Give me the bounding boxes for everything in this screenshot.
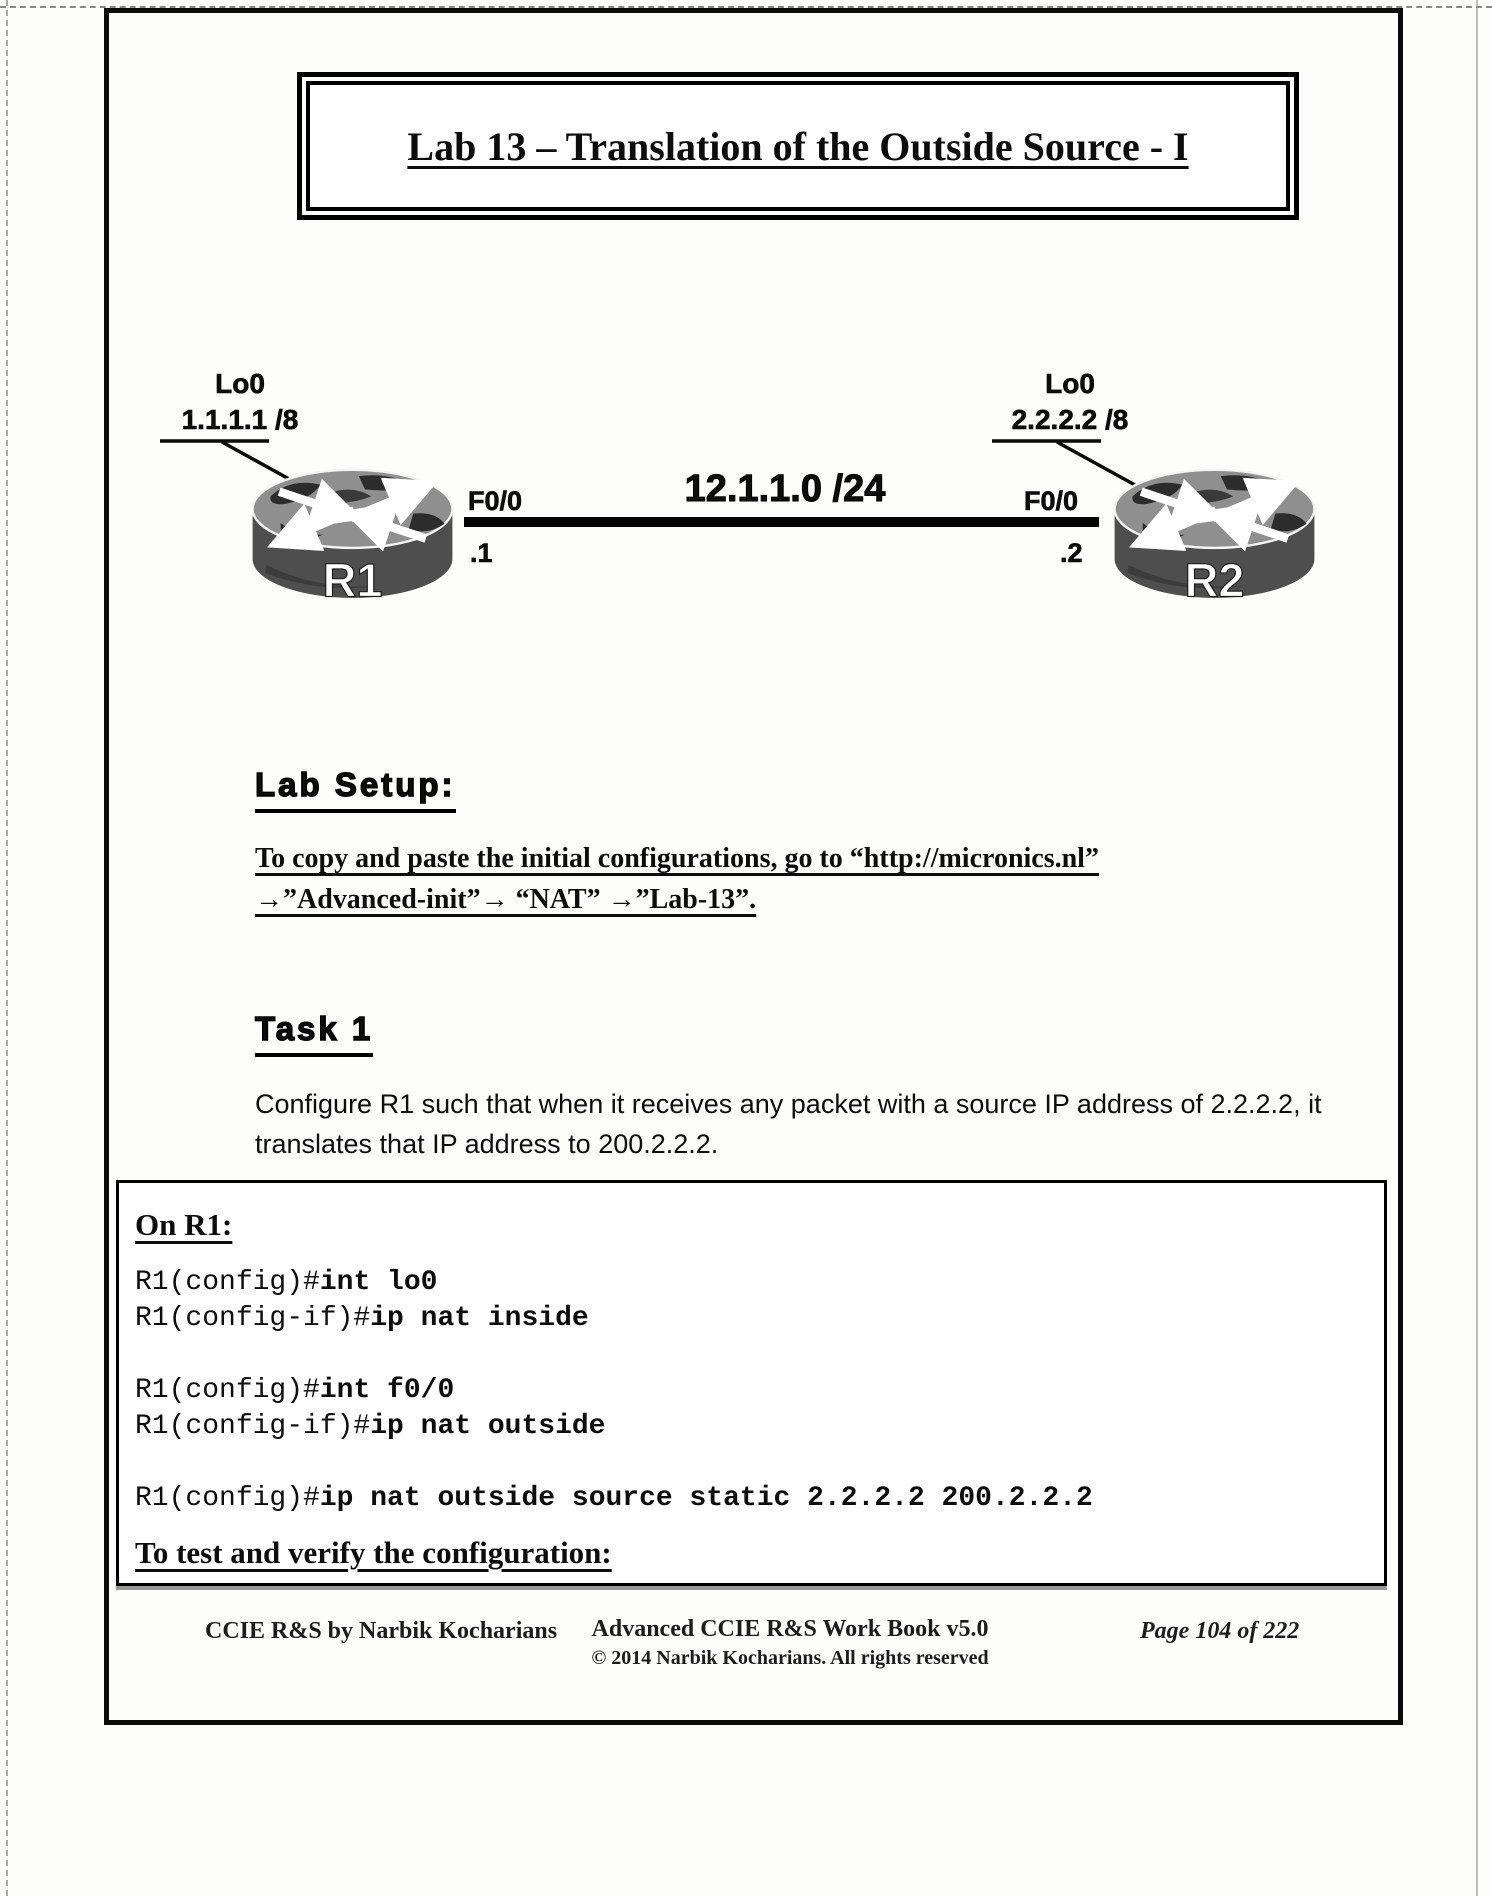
config-command-line: R1(config-if)#ip nat inside (135, 1303, 589, 1334)
network-diagram (104, 330, 1404, 640)
config-command-lines (135, 1265, 1366, 1517)
r1-interface-host: .1 (470, 538, 493, 568)
r1-loopback-name: Lo0 (215, 368, 265, 399)
config-command-line: R1(config)#ip nat outside source static 2.2.2.2 200.2.2.2 (135, 1483, 1093, 1514)
footer-book-title: Advanced CCIE R&S Work Book v5.0 (591, 1616, 989, 1642)
r1-interface-label: F0/0 (468, 486, 523, 516)
config-command-line: R1(config)#int lo0 (135, 1267, 438, 1298)
router-r2-icon (1097, 448, 1332, 608)
r1-loopback-label-group (152, 366, 328, 438)
lab-setup-heading: Lab Setup: (255, 766, 456, 813)
lab-setup-line2: →”Advanced-init”→ “NAT” →”Lab-13”. (255, 884, 757, 915)
scan-artifact-right-line (1476, 0, 1478, 1896)
footer-author: CCIE R&S by Narbik Kocharians (205, 1618, 558, 1644)
router-r1-label: R1 (322, 554, 383, 607)
verify-heading: To test and verify the configuration: (135, 1535, 612, 1570)
scan-artifact-left-line (6, 0, 8, 1896)
router-r1-icon (235, 448, 470, 608)
title-box (306, 81, 1290, 211)
footer-copyright: © 2014 Narbik Kocharians. All rights reserved (591, 1647, 989, 1669)
config-box (116, 1180, 1387, 1586)
lab-setup-line1: To copy and paste the initial configurations, go to “http://micronics.nl” (255, 843, 1099, 874)
config-blank-line (135, 1445, 1366, 1481)
ethernet-link-line (464, 517, 1099, 527)
subnet-label: 12.1.1.0 /24 (684, 468, 886, 510)
task1-heading: Task 1 (255, 1010, 373, 1057)
lab-setup-paragraph (255, 838, 1099, 920)
page-title: Lab 13 – Translation of the Outside Source - I (407, 123, 1189, 169)
r1-loopback-ip: 1.1.1.1 /8 (181, 404, 299, 435)
router-r2-label: R2 (1184, 554, 1245, 607)
config-command-line: R1(config)#int f0/0 (135, 1375, 455, 1406)
task1-paragraph (255, 1084, 1322, 1164)
r2-interface-label: F0/0 (1024, 486, 1079, 516)
r2-loopback-label-group (982, 366, 1158, 438)
r2-loopback-ip: 2.2.2.2 /8 (1011, 404, 1129, 435)
config-blank-line (135, 1337, 1366, 1373)
config-box-heading: On R1: (135, 1207, 233, 1242)
r2-loopback-name: Lo0 (1045, 368, 1095, 399)
footer-page-number: Page 104 of 222 (1140, 1618, 1300, 1644)
r2-interface-host: .2 (1060, 538, 1083, 568)
task1-body-line1: Configure R1 such that when it receives any packet with a source IP address of 2.2.2.2, it (255, 1089, 1322, 1119)
task1-body-line2: translates that IP address to 200.2.2.2. (255, 1129, 719, 1159)
footer-center-block (520, 1616, 1060, 1670)
config-command-line: R1(config-if)#ip nat outside (135, 1411, 606, 1442)
